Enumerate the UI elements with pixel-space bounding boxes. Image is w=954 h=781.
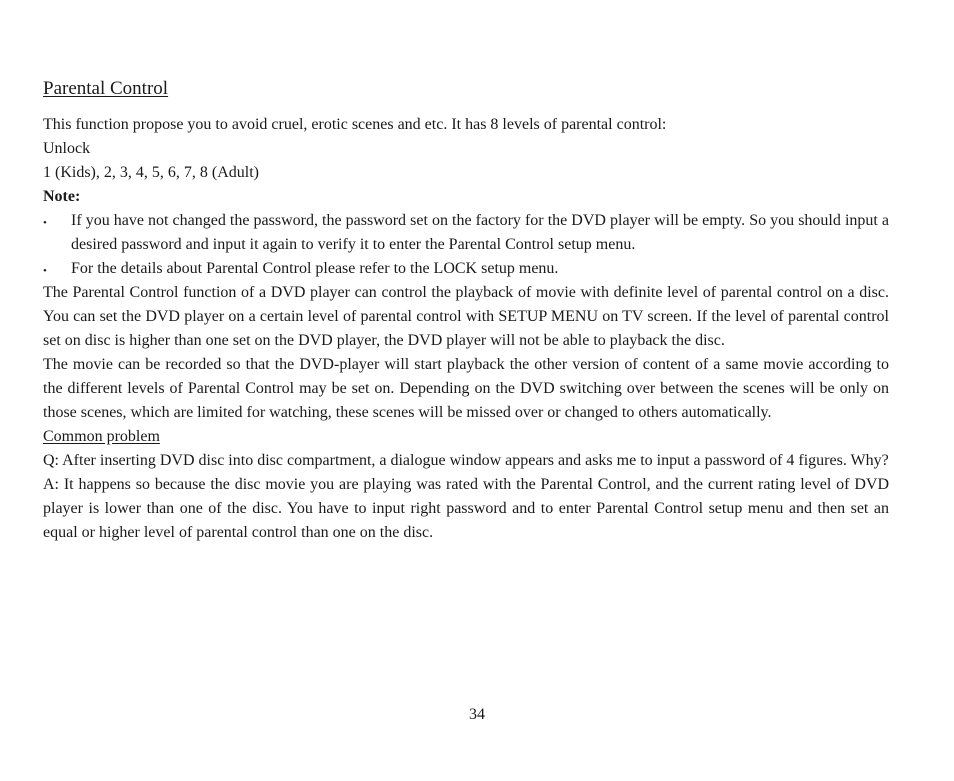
paragraph-movie-recording: The movie can be recorded so that the DVD-player will start playback the other version of content of a same movie according to the different levels of Parental Control may be set on. Depending on the DVD switching over between the scenes will be only on those scenes, which are limited for watching, these scenes will be missed over or changed to others automatically. xyxy=(43,356,889,421)
bullet-text: If you have not changed the password, the password set on the factory for the DVD player will be empty. So you should input a desired password and input it again to verify it to enter the Parental Control setup menu. xyxy=(71,212,889,253)
intro-text: This function propose you to avoid cruel, erotic scenes and etc. It has 8 levels of parental control: xyxy=(43,116,667,133)
page-title: Parental Control xyxy=(43,78,169,99)
answer-text: A: It happens so because the disc movie you are playing was rated with the Parental Control, and the current rating level of DVD player is lower than one of the disc. You have to input right password and to enter Parental Control setup menu and then set an equal or higher level of parental control than one on the disc. xyxy=(43,476,889,541)
question-text: Q: After inserting DVD disc into disc compartment, a dialogue window appears and asks me to input a password of 4 figures. Why? xyxy=(43,452,889,469)
paragraph-parental-function: The Parental Control function of a DVD player can control the playback of movie with definite level of parental control on a disc. You can set the DVD player on a certain level of parental control with SETUP MENU on TV screen. If the level of parental control set on disc is higher than one set on the DVD player, the DVD player will not be able to playback the disc. xyxy=(43,284,889,349)
common-problem-heading: Common problem xyxy=(43,428,160,445)
note-list xyxy=(43,209,889,281)
document-page xyxy=(43,76,889,545)
unlock-text: Unlock xyxy=(43,140,91,157)
bullet-icon: • xyxy=(43,217,47,229)
levels-text: 1 (Kids), 2, 3, 4, 5, 6, 7, 8 (Adult) xyxy=(43,164,259,181)
page-number: 34 xyxy=(469,706,485,723)
list-item xyxy=(43,209,889,257)
note-label: Note: xyxy=(43,188,81,205)
bullet-icon: • xyxy=(43,265,47,277)
list-item xyxy=(43,257,889,281)
bullet-text: For the details about Parental Control please refer to the LOCK setup menu. xyxy=(71,260,559,277)
